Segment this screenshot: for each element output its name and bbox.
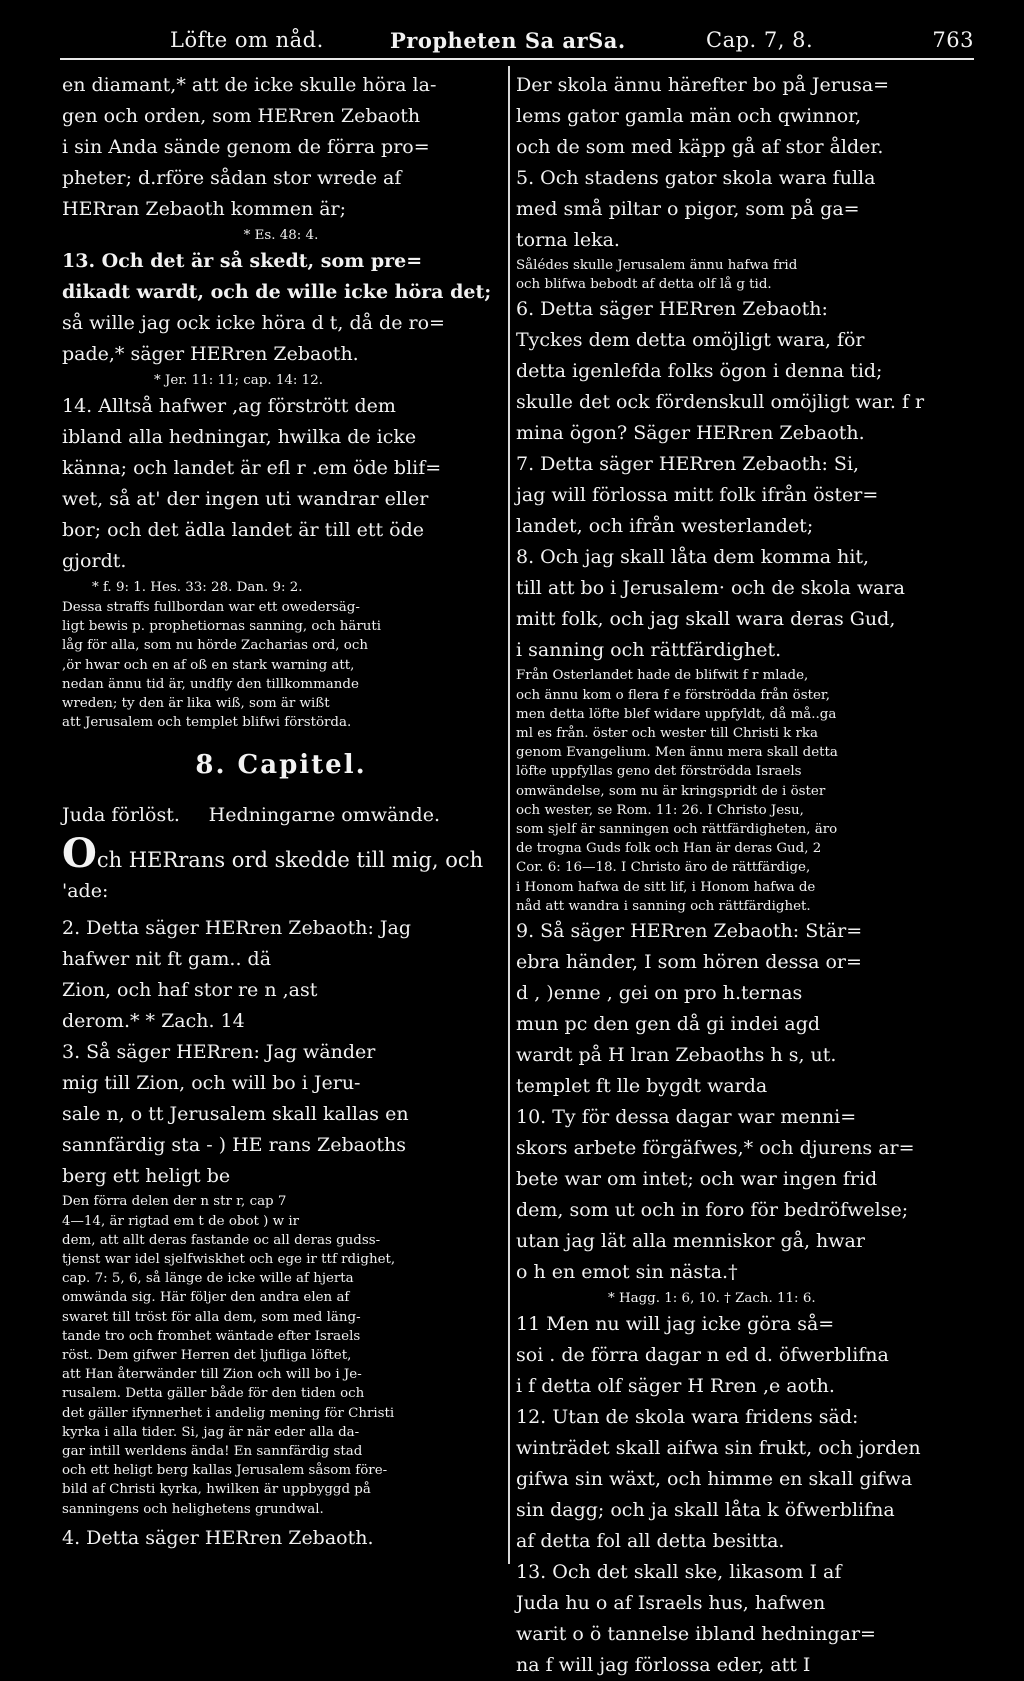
text-line: gjordt. xyxy=(62,550,127,572)
text-line: 5. Och stadens gator skola wara fulla xyxy=(516,167,876,189)
verse-4-continued xyxy=(516,70,960,163)
note-line: ml es från. öster och wester till Christi k rka xyxy=(516,726,819,742)
text-line: och de som med käpp gå af stor ålder. xyxy=(516,136,884,158)
text-line: 8. Och jag skall låta dem komma hit, xyxy=(516,546,870,569)
note-line: i Honom hafwa de sitt lif, i Honom hafwa de xyxy=(516,879,816,895)
text-line: winträdet skall aifwa sin frukt, och jorden xyxy=(516,1437,921,1460)
note-line: låg för alla, som nu hörde Zacharias ord, och xyxy=(62,638,368,654)
verse-3 xyxy=(62,1037,500,1192)
text-line: dikadt wardt, och de wille icke höra det; xyxy=(62,281,492,303)
note-line: wreden; ty den är lika wiß, som är wißt xyxy=(62,696,330,712)
note-line: som sjelf är sanningen och rättfärdigheten, äro xyxy=(516,822,838,838)
text-line: 'ade: xyxy=(62,880,109,903)
header-left-title: Löfte om nåd. xyxy=(170,28,324,52)
right-column xyxy=(516,70,960,1681)
text-line: warit o ö tannelse ibland hedningar= xyxy=(516,1623,876,1646)
text-line: bete war om intet; och war ingen frid xyxy=(516,1168,878,1191)
text-line: pheter; d.rföre sådan stor wrede af xyxy=(62,167,402,189)
note-line: swaret till tröst för alla dem, som med läng- xyxy=(62,1309,361,1325)
verse-9 xyxy=(516,916,960,1102)
summary-right: Hedningarne omwände. xyxy=(208,804,440,827)
note-line: Dessa straffs fullbordan war ett owedersäg- xyxy=(62,600,360,615)
text-line: en diamant,* att de icke skulle höra la- xyxy=(62,74,437,96)
text-line: lems gator gamla män och qwinnor, xyxy=(516,105,862,127)
text-line: gen och orden, som HERren Zebaoth xyxy=(62,105,421,127)
column-divider xyxy=(508,66,510,1564)
text-line: landet, och ifrån westerlandet; xyxy=(516,515,814,538)
drop-cap: O xyxy=(62,830,97,878)
commentary-note xyxy=(62,598,500,732)
text-line: mina ögon? Säger HERren Zebaoth. xyxy=(516,422,865,445)
note-line: bild af Christi kyrka, hwilken är uppbyggd på xyxy=(62,1482,371,1498)
text-line: hafwer nit ft gam.. dä xyxy=(62,948,272,971)
text-line: 3. Så säger HERren: Jag wänder xyxy=(62,1041,376,1064)
text-line xyxy=(62,830,500,878)
note-line: att Han återwänder till Zion och will bo i Je- xyxy=(62,1367,362,1383)
note-line: gar intill werldens ända! En sannfärdig stad xyxy=(62,1444,363,1460)
text-fragment: ch HERrans ord skedde till mig, och xyxy=(96,848,484,873)
verse-7 xyxy=(516,449,960,542)
text-line: 11 Men nu will jag icke göra så= xyxy=(516,1313,835,1336)
cross-reference: * Jer. 11: 11; cap. 14: 12. xyxy=(154,373,323,388)
header-book-title: Propheten Sa arSa. xyxy=(390,28,626,53)
verse-5 xyxy=(516,163,960,256)
verse-2 xyxy=(62,913,500,1037)
note-line: tjenst war idel sjelfwiskhet och ege ir ttf rdighet, xyxy=(62,1252,396,1268)
text-line: skulle det ock fördenskull omöjligt war. f r xyxy=(516,391,925,414)
text-line: dem, som ut och in foro för bedröfwelse; xyxy=(516,1199,909,1222)
note-line: och blifwa bebodt af detta olf lå g tid. xyxy=(516,277,772,293)
text-line: i sanning och rättfärdighet. xyxy=(516,639,782,662)
text-line: berg ett heligt be xyxy=(62,1165,231,1188)
note-line: 4—14, är rigtad em t de obot ) w ir xyxy=(62,1213,300,1229)
verse-13 xyxy=(62,246,500,391)
commentary-note xyxy=(62,1192,500,1518)
note-line: rusalem. Detta gäller både för den tiden och xyxy=(62,1386,365,1402)
text-line: ebra händer, I som hören dessa or= xyxy=(516,951,862,974)
note-line: Sålédes skulle Jerusalem ännu hafwa frid xyxy=(516,258,798,273)
text-line: Juda hu o af Israels hus, hafwen xyxy=(516,1592,826,1615)
commentary-note xyxy=(516,666,960,916)
verse-14 xyxy=(62,391,500,598)
commentary-note xyxy=(516,256,960,294)
text-line: 10. Ty för dessa dagar war menni= xyxy=(516,1106,857,1129)
text-line: o h en emot sin nästa.† xyxy=(516,1261,738,1284)
header-rule xyxy=(60,58,974,60)
note-line: och ett heligt berg kallas Jerusalem såsom före- xyxy=(62,1463,388,1479)
summary-left: Juda förlöst. xyxy=(62,804,180,827)
text-line: sin dagg; och ja skall låta k öfwerblifna xyxy=(516,1499,895,1522)
text-line: mig till Zion, och will bo i Jeru- xyxy=(62,1072,361,1095)
text-line: derom.* * Zach. 14 xyxy=(62,1010,245,1033)
text-line: med små piltar o pigor, som på ga= xyxy=(516,198,860,220)
note-line: Från Osterlandet hade de blifwit f r mlade, xyxy=(516,668,809,684)
note-line: Cor. 6: 16—18. I Christo äro de rättfärdige, xyxy=(516,860,811,876)
note-line: kyrka i alla tider. Si, jag är när eder alla da- xyxy=(62,1424,360,1440)
note-line: de trogna Guds folk och Han är deras Gud, 2 xyxy=(516,841,822,857)
text-line: 7. Detta säger HERren Zebaoth: Si, xyxy=(516,453,860,476)
note-line: röst. Dem gifwer Herren det ljufliga löftet, xyxy=(62,1348,352,1364)
verse-10 xyxy=(516,1102,960,1309)
text-line: Der skola ännu härefter bo på Jerusa= xyxy=(516,74,890,96)
text-line: jag will förlossa mitt folk ifrån öster= xyxy=(516,484,879,507)
text-line: skors arbete förgäfwes,* och djurens ar= xyxy=(516,1137,915,1160)
note-line: tande tro och fromhet wäntade efter Israels xyxy=(62,1328,361,1344)
note-line: Den förra delen der n str r, cap 7 xyxy=(62,1194,287,1210)
text-line: pade,* säger HERren Zebaoth. xyxy=(62,343,359,365)
text-line: soi . de förra dagar n ed d. öfwerblifna xyxy=(516,1344,889,1367)
verse-12 xyxy=(516,1402,960,1557)
text-line: wardt på H lran Zebaoths h s, ut. xyxy=(516,1044,837,1067)
text-line: na f will jag förlossa eder, att I xyxy=(516,1654,811,1677)
text-line: känna; och landet är efl r .em öde blif= xyxy=(62,457,442,479)
note-line: att Jerusalem och templet blifwi förstörda. xyxy=(62,715,352,731)
chapter-heading: 8. Capitel. xyxy=(195,750,367,781)
note-line: genom Evangelium. Men ännu mera skall detta xyxy=(516,745,838,761)
text-line: 9. Så säger HERren Zebaoth: Stär= xyxy=(516,920,863,943)
text-line: templet ft lle bygdt warda xyxy=(516,1075,768,1098)
text-line: Zion, och haf stor re n ,ast xyxy=(62,979,318,1002)
text-line: 6. Detta säger HERren Zebaoth: xyxy=(516,298,828,321)
text-line: i sin Anda sände genom de förra pro= xyxy=(62,136,430,158)
text-line: sale n, o tt Jerusalem skall kallas en xyxy=(62,1103,409,1126)
left-column xyxy=(62,70,500,1554)
text-line: mun pc den gen då gi indei agd xyxy=(516,1013,821,1036)
note-line: det gäller ifynnerhet i andelig mening för Christi xyxy=(62,1405,395,1421)
note-line: och ännu kom o flera f e förströdda från öster, xyxy=(516,687,831,703)
text-line: mitt folk, och jag skall wara deras Gud, xyxy=(516,608,896,631)
header-chapter: Cap. 7, 8. xyxy=(706,28,814,52)
text-line: 4. Detta säger HERren Zebaoth. xyxy=(62,1526,374,1549)
text-line: till att bo i Jerusalem· och de skola wara xyxy=(516,577,905,600)
cross-reference: * Es. 48: 4. xyxy=(243,228,319,243)
text-line: i f detta olf säger H Rren ,e aoth. xyxy=(516,1375,835,1398)
cross-reference: * Hagg. 1: 6, 10. † Zach. 11: 6. xyxy=(608,1291,816,1307)
note-line: nåd att wandra i sanning och rättfärdighet. xyxy=(516,898,811,914)
text-line: 14. Alltså hafwer ,ag förstrött dem xyxy=(62,395,396,417)
note-line: men detta löfte blef widare uppfyldt, då må..ga xyxy=(516,706,837,722)
verse-12-continued xyxy=(62,70,500,246)
text-line: d , )enne , gei on pro h.ternas xyxy=(516,982,803,1005)
verse-13 xyxy=(516,1557,960,1681)
text-line: 2. Detta säger HERren Zebaoth: Jag xyxy=(62,917,412,940)
text-line: sannfärdig sta - ) HE rans Zebaoths xyxy=(62,1134,407,1157)
note-line: sanningens och helighetens grundwal. xyxy=(62,1501,324,1517)
verse-1 xyxy=(62,830,500,907)
text-line: Tyckes dem detta omöjligt wara, för xyxy=(516,329,865,352)
note-line: omwända sig. Här följer den andra elen af xyxy=(62,1290,350,1306)
note-line: cap. 7: 5, 6, så länge de icke wille af hjerta xyxy=(62,1271,354,1287)
chapter-summary xyxy=(62,800,500,830)
header-page-number: 763 xyxy=(932,28,974,52)
cross-reference: * f. 9: 1. Hes. 33: 28. Dan. 9: 2. xyxy=(92,580,303,595)
text-line: ibland alla hedningar, hwilka de icke xyxy=(62,426,417,448)
text-line: af detta fol all detta besitta. xyxy=(516,1530,785,1553)
text-line: wet, så at' der ingen uti wandrar eller xyxy=(62,488,429,510)
note-line: dem, att allt deras fastande oc all deras gudss- xyxy=(62,1232,381,1248)
note-line: och wester, se Rom. 11: 26. I Christo Jesu, xyxy=(516,802,804,818)
text-line: detta igenlefda folks ögon i denna tid; xyxy=(516,360,883,383)
text-line: utan jag lät alla menniskor gå, hwar xyxy=(516,1230,865,1253)
text-line: 12. Utan de skola wara fridens säd: xyxy=(516,1406,859,1429)
verse-8 xyxy=(516,542,960,666)
text-line: torna leka. xyxy=(516,229,620,251)
note-line: löfte uppfyllas geno det förströdda Israels xyxy=(516,764,802,780)
text-line: 13. Och det är så skedt, som pre= xyxy=(62,250,423,272)
text-line: så wille jag ock icke höra d t, då de ro= xyxy=(62,312,445,334)
note-line: ,ör hwar och en af oß en stark warning att, xyxy=(62,657,355,673)
note-line: ligt bewis p. prophetiornas sanning, och häruti xyxy=(62,619,382,635)
text-line: gifwa sin wäxt, och himme en skall gifwa xyxy=(516,1468,913,1491)
note-line: nedan ännu tid är, undfly den tillkommande xyxy=(62,676,359,692)
verse-11 xyxy=(516,1309,960,1402)
text-line: HERran Zebaoth kommen är; xyxy=(62,198,347,220)
note-line: omwändelse, som nu är kringspridt de i öster xyxy=(516,783,826,799)
text-line: 13. Och det skall ske, likasom I af xyxy=(516,1561,842,1584)
verse-6 xyxy=(516,294,960,449)
text-line: bor; och det ädla landet är till ett öde xyxy=(62,519,424,541)
page-header xyxy=(60,20,974,54)
